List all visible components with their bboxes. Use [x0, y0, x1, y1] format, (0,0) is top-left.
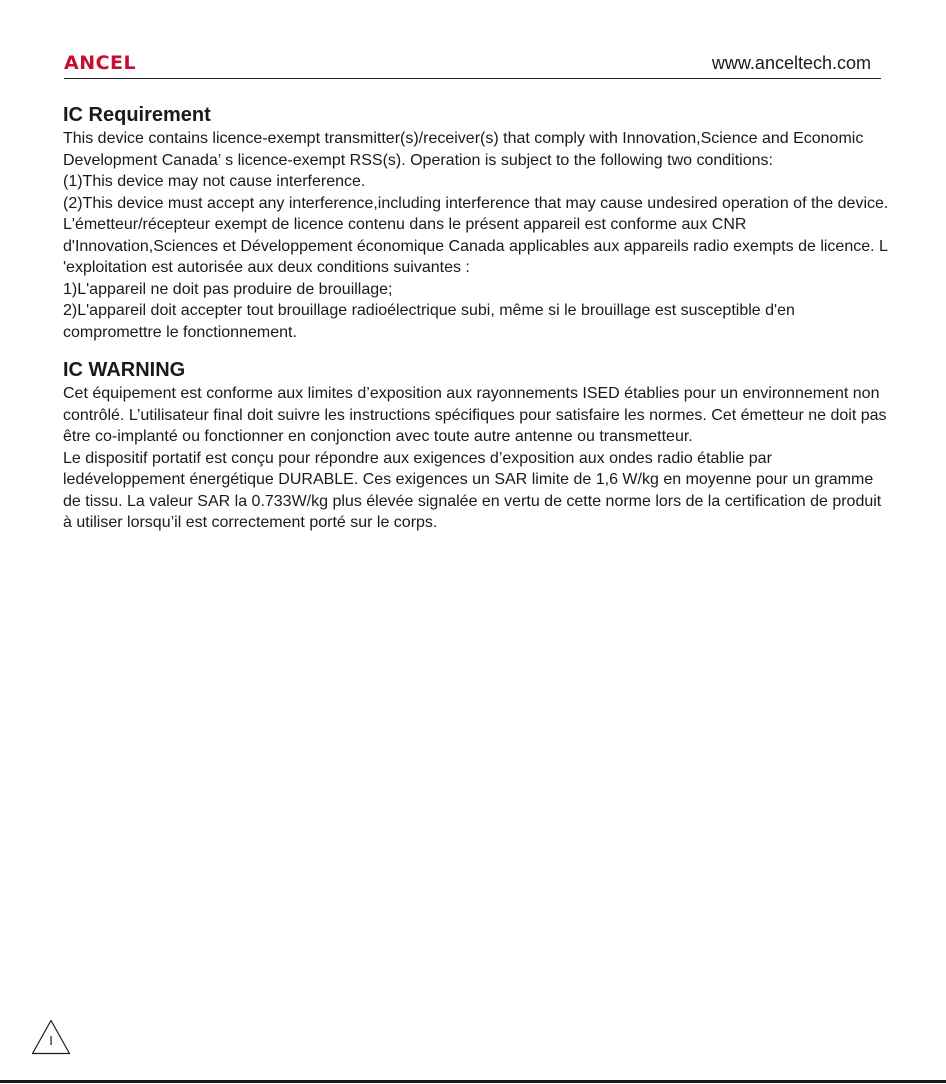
page-header — [64, 50, 881, 79]
website-url: www.anceltech.com — [711, 53, 871, 73]
ic-requirement-section — [63, 102, 893, 343]
paragraph: Le dispositif portatif est conçu pour répondre aux exigences d’exposition aux ondes radio établie par ledéveloppement énergétique DURABLE. Ces exigences un SAR limite de 1,6 W/kg en moyenne pour un gramme de tissu. La valeur SAR la 0.733W/kg plus élevée signalée en vertu de cette norme lors de la certification de produit à utiliser lorsqu’il est correctement porté sur le corps. — [63, 449, 882, 531]
paragraph: L'émetteur/récepteur exempt de licence contenu dans le présent appareil est conforme aux CNR d'Innovation,Sciences et Développement économique Canada applicables aux appareils radio exempts de licence. L 'exploitation est autorisée aux deux conditions suivantes : — [63, 216, 888, 276]
paragraph: (2)This device must accept any interference,including interference that may cause undesired operation of the device. — [63, 194, 889, 212]
section-title-ic-warning: IC WARNING — [63, 359, 186, 381]
ic-warning-section — [63, 357, 893, 534]
paragraph: 2)L'appareil doit accepter tout brouillage radioélectrique subi, même si le brouillage est susceptible d'en compromettre le fonctionnement. — [63, 302, 795, 341]
paragraph: This device contains licence-exempt transmitter(s)/receiver(s) that comply with Innovation,Science and Economic Development Canada’ s licence-exempt RSS(s). Operation is subject to the following two conditions: — [63, 130, 864, 169]
paragraph: Cet équipement est conforme aux limites d’exposition aux rayonnements ISED établies pour un environnement non contrôlé. L’utilisateur final doit suivre les instructions spécifiques pour satisfaire les normes. Cet émetteur ne doit pas être co-implanté ou fonctionner en conjonction avec toute autre antenne ou transmetteur. — [63, 385, 887, 445]
page-number: I — [49, 1033, 53, 1048]
ancel-logo: ANCEL — [64, 52, 137, 74]
paragraph: (1)This device may not cause interference. — [63, 173, 366, 190]
document-body — [63, 102, 893, 534]
footer-rule — [0, 1080, 946, 1083]
paragraph: 1)L'appareil ne doit pas produire de brouillage; — [63, 280, 393, 298]
page-number-badge — [31, 1019, 71, 1055]
section-title-ic-requirement: IC Requirement — [63, 104, 211, 126]
